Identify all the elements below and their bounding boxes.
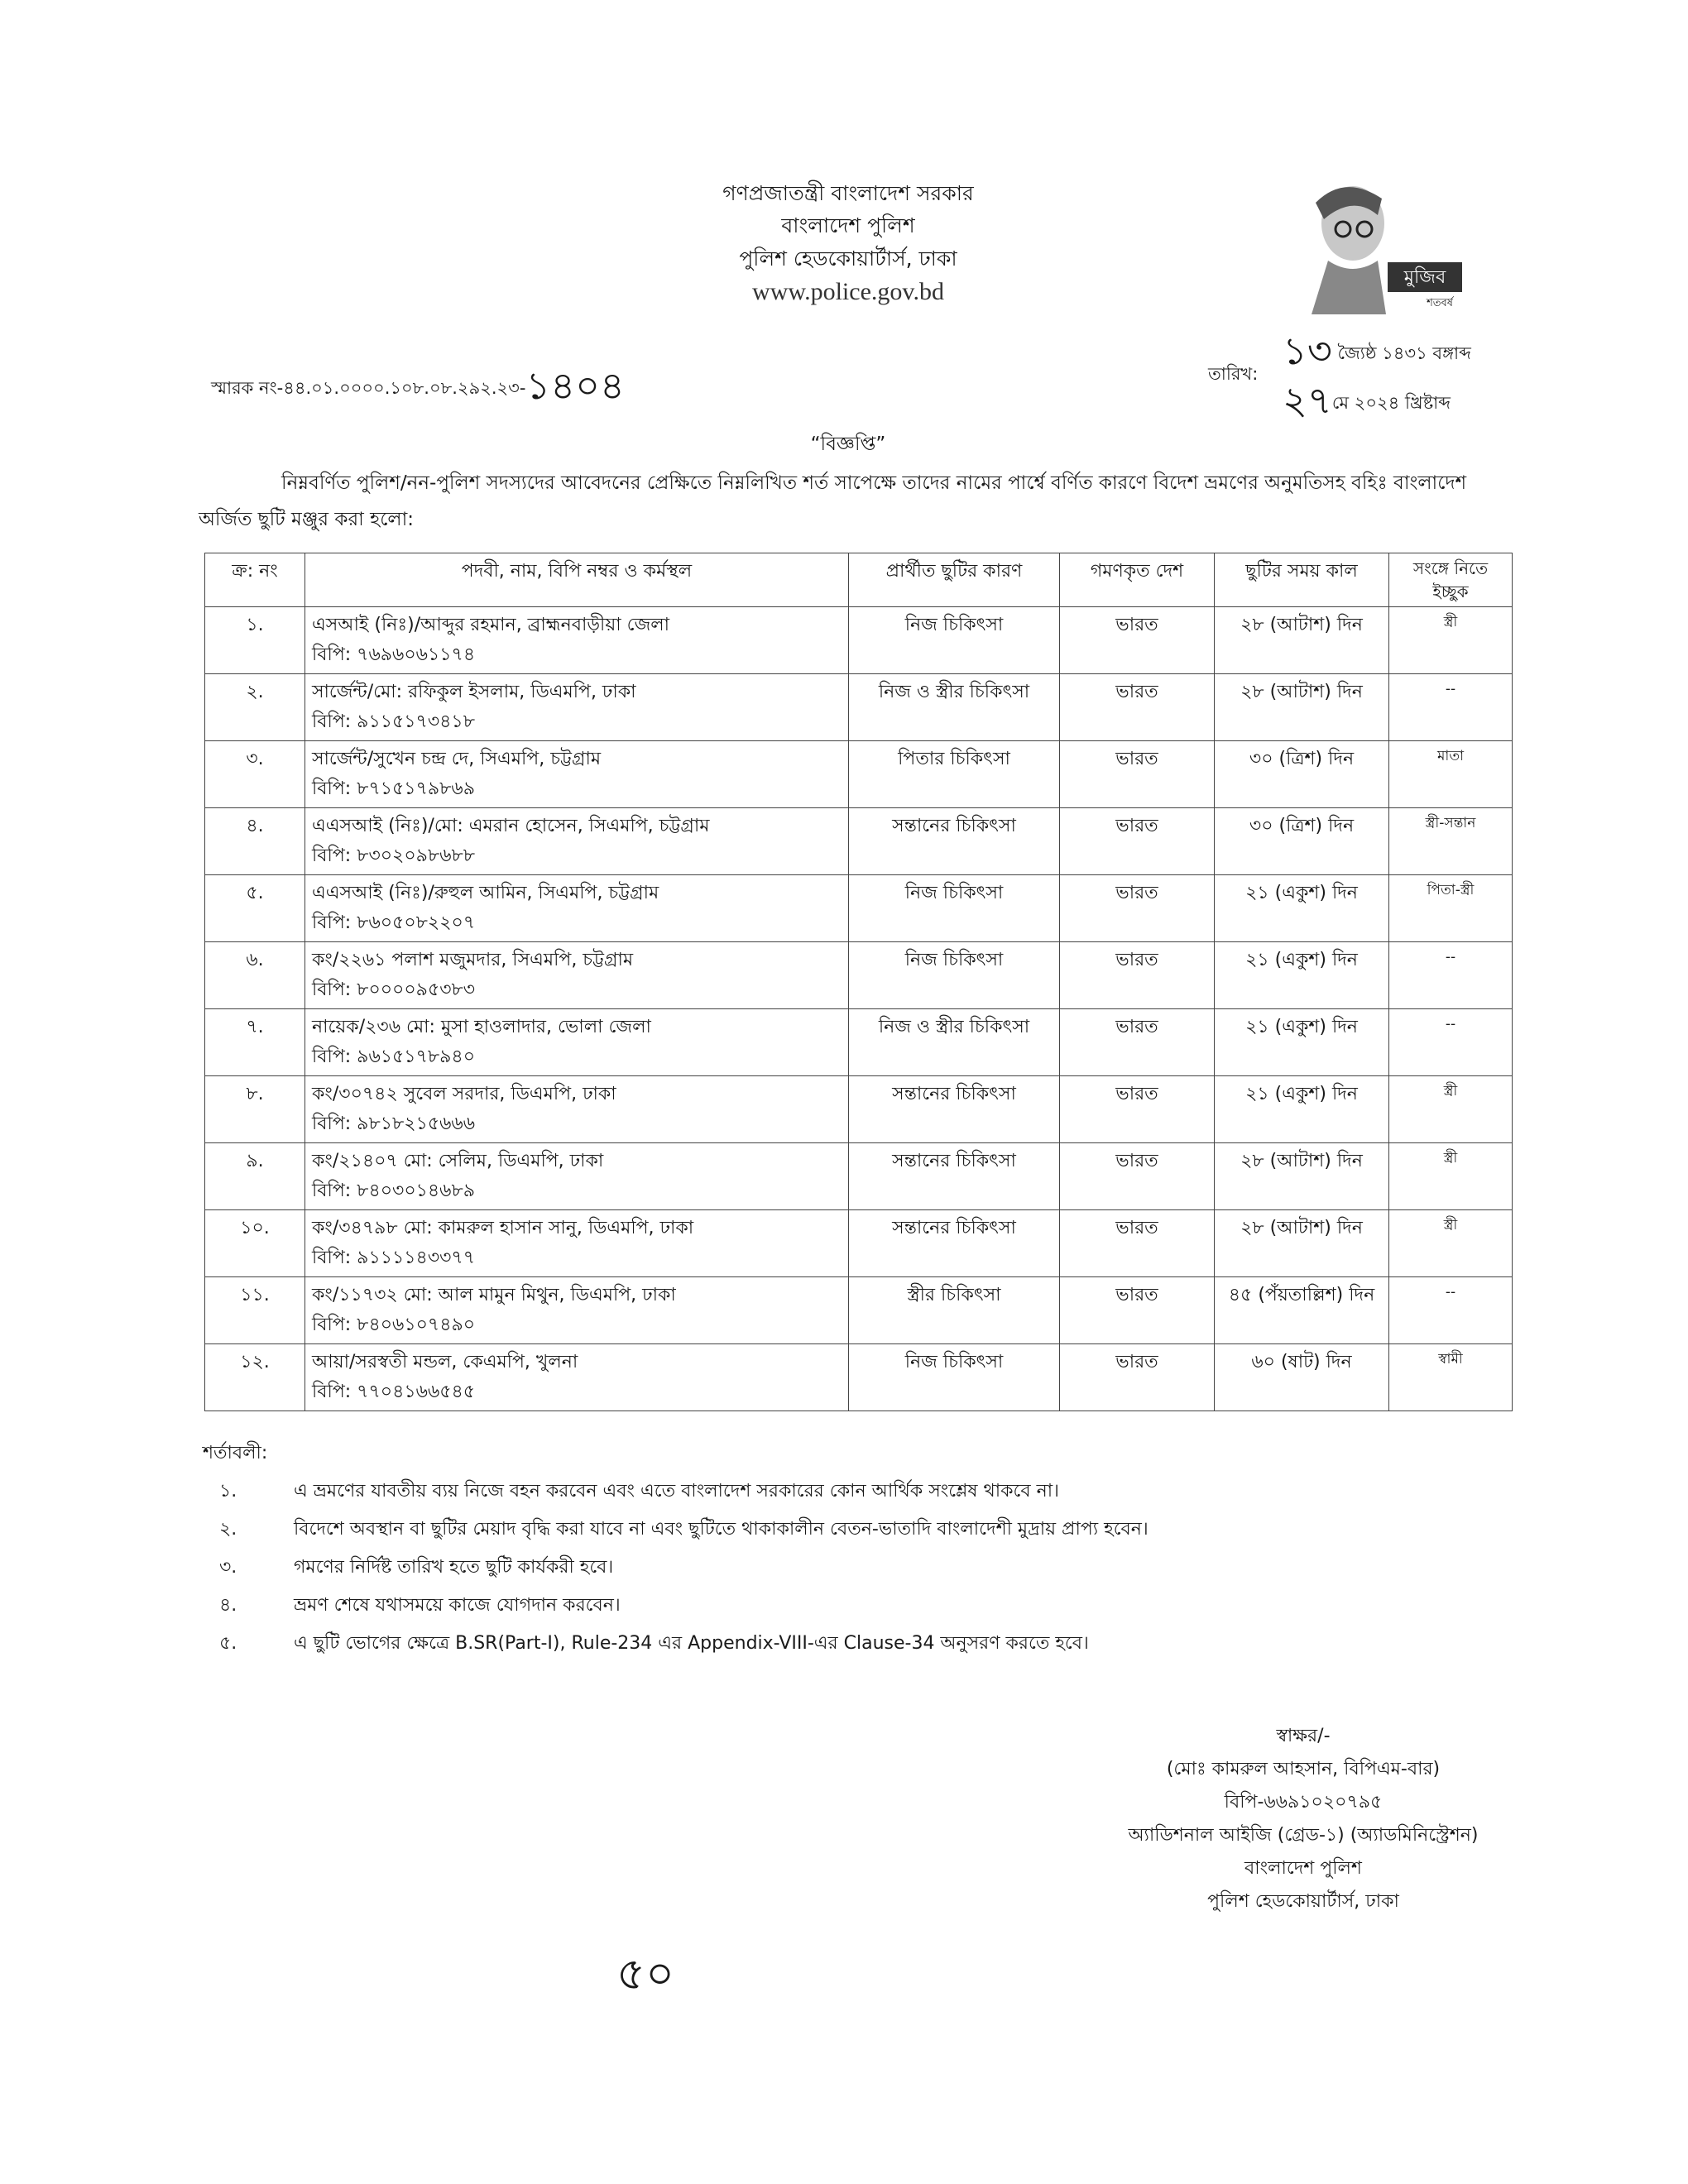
companion-cell: মাতা (1389, 741, 1513, 808)
member-bp: বিপি: ৮৪০৬১০৭৪৯০ (312, 1315, 476, 1335)
serial-cell: ৮. (205, 1076, 305, 1143)
condition-item (199, 1592, 1523, 1620)
country-cell: ভারত (1060, 1210, 1215, 1277)
member-name: সার্জেন্ট/সুখেন চন্দ্র দে, সিএমপি, চট্টগ্রাম (312, 749, 602, 769)
companion-cell: স্ত্রী (1389, 1210, 1513, 1277)
col-country: গমণকৃত দেশ (1060, 553, 1215, 607)
country-cell: ভারত (1060, 942, 1215, 1009)
table-row (205, 741, 1513, 808)
table-row (205, 1076, 1513, 1143)
member-name: কং/২২৬১ পলাশ মজুমদার, সিএমপি, চট্টগ্রাম (312, 950, 634, 970)
signatory-office: পুলিশ হেডকোয়ার্টার্স, ঢাকা (1207, 1891, 1399, 1912)
duration-cell: ৩০ (ত্রিশ) দিন (1215, 741, 1389, 808)
duration-cell: ২৮ (আটাশ) দিন (1215, 1210, 1389, 1277)
member-bp: বিপি: ৮৭১৫১৭৯৮৬৯ (312, 778, 476, 799)
reason-cell: নিজ ও স্ত্রীর চিকিৎসা (849, 1009, 1060, 1076)
member-cell (305, 1210, 849, 1277)
member-bp: বিপি: ৯৬১৫১৭৮৯৪০ (312, 1046, 476, 1067)
member-bp: বিপি: ৯৮১৮২১৫৬৬৬ (312, 1114, 476, 1134)
table-row (205, 1344, 1513, 1411)
condition-item (199, 1516, 1523, 1544)
member-cell (305, 875, 849, 942)
condition-number: ৪. (219, 1595, 237, 1616)
member-cell (305, 607, 849, 674)
intro-paragraph: নিম্নবর্ণিত পুলিশ/নন-পুলিশ সদস্যদের আবেদনের প্রেক্ষিতে নিম্নলিখিত শর্ত সাপেক্ষে তাদের নামের পার্শ্বে বর্ণিত কারণে বিদেশ ভ্রমণের অনুমতিসহ বহিঃ বাংলাদেশ অর্জিত ছুটি মঞ্জুর করা হলো: (199, 472, 1467, 530)
reason-cell: সন্তানের চিকিৎসা (849, 808, 1060, 875)
signed-mark: স্বাক্ষর/- (1276, 1726, 1331, 1746)
condition-number: ৩. (219, 1557, 237, 1578)
table-row (205, 1009, 1513, 1076)
member-bp: বিপি: ৮৬০৫০৮২২০৭ (312, 912, 476, 933)
reason-cell: সন্তানের চিকিৎসা (849, 1210, 1060, 1277)
member-cell (305, 741, 849, 808)
col-serial: ক্র: নং (205, 553, 305, 607)
duration-cell: ৬০ (ষাট) দিন (1215, 1344, 1389, 1411)
memo-number (211, 357, 625, 420)
member-bp: বিপি: ৯১১১১৪৩৩৭৭ (312, 1248, 476, 1268)
condition-item (199, 1630, 1523, 1658)
member-cell (305, 808, 849, 875)
country-cell: ভারত (1060, 1277, 1215, 1344)
country-cell: ভারত (1060, 875, 1215, 942)
duration-cell: ২১ (একুশ) দিন (1215, 942, 1389, 1009)
country-cell: ভারত (1060, 1344, 1215, 1411)
serial-cell: ৪. (205, 808, 305, 875)
serial-cell: ৫. (205, 875, 305, 942)
member-bp: বিপি: ৮৩০২০৯৮৬৮৮ (312, 845, 476, 866)
signatory-designation: অ্যাডিশনাল আইজি (গ্রেড-১) (অ্যাডমিনিস্ট্রেশন) (1128, 1825, 1479, 1846)
govt-name: গণপ্রজাতন্ত্রী বাংলাদেশ সরকার (722, 181, 974, 205)
reason-cell: স্ত্রীর চিকিৎসা (849, 1277, 1060, 1344)
leave-table (204, 553, 1513, 1411)
office-name: পুলিশ হেডকোয়ার্টার্স, ঢাকা (739, 247, 957, 271)
condition-text: ভ্রমণ শেষে যথাসময়ে কাজে যোগদান করবেন। (294, 1595, 621, 1616)
duration-cell: ২১ (একুশ) দিন (1215, 1009, 1389, 1076)
reason-cell: পিতার চিকিৎসা (849, 741, 1060, 808)
col-reason: প্রার্থীত ছুটির কারণ (849, 553, 1060, 607)
serial-cell: ৬. (205, 942, 305, 1009)
member-name: এএসআই (নিঃ)/মো: এমরান হোসেন, সিএমপি, চট্টগ্রাম (312, 816, 710, 836)
serial-cell: ১০. (205, 1210, 305, 1277)
member-bp: বিপি: ৭৬৯৬০৬১১৭৪ (312, 644, 476, 665)
member-name: এসআই (নিঃ)/আব্দুর রহমান, ব্রাহ্মনবাড়ীয়া জেলা (312, 615, 670, 635)
svg-text:মুজিব: মুজিব (1403, 267, 1446, 288)
condition-number: ২. (219, 1519, 237, 1540)
member-cell (305, 674, 849, 741)
serial-cell: ৭. (205, 1009, 305, 1076)
memo-prefix: স্মারক নং-৪৪.০১.০০০০.১০৮.০৮.২৯২.২৩- (211, 378, 526, 398)
member-name: সার্জেন্ট/মো: রফিকুল ইসলাম, ডিএমপি, ঢাকা (312, 682, 636, 702)
condition-number: ১. (219, 1481, 237, 1502)
serial-cell: ১২. (205, 1344, 305, 1411)
duration-cell: ৩০ (ত্রিশ) দিন (1215, 808, 1389, 875)
duration-cell: ২৮ (আটাশ) দিন (1215, 1143, 1389, 1210)
companion-cell: স্ত্রী (1389, 1076, 1513, 1143)
table-row (205, 942, 1513, 1009)
country-cell: ভারত (1060, 674, 1215, 741)
condition-text: গমণের নির্দিষ্ট তারিখ হতে ছুটি কার্যকরী হবে। (294, 1557, 614, 1578)
serial-cell: ১. (205, 607, 305, 674)
member-cell (305, 942, 849, 1009)
table-row (205, 1277, 1513, 1344)
bangla-day: ১৩ (1283, 328, 1332, 373)
country-cell: ভারত (1060, 808, 1215, 875)
reason-cell: সন্তানের চিকিৎসা (849, 1076, 1060, 1143)
table-row (205, 875, 1513, 942)
condition-text: এ ভ্রমণের যাবতীয় ব্যয় নিজে বহন করবেন এবং এতে বাংলাদেশ সরকারের কোন আর্থিক সংশ্লেষ থাকবে না। (294, 1481, 1059, 1502)
member-name: নায়েক/২৩৬ মো: মুসা হাওলাদার, ভোলা জেলা (312, 1017, 651, 1037)
member-cell (305, 1009, 849, 1076)
duration-cell: ২৮ (আটাশ) দিন (1215, 607, 1389, 674)
reason-cell: নিজ চিকিৎসা (849, 942, 1060, 1009)
condition-text: এ ছুটি ভোগের ক্ষেত্রে B.SR(Part-I), Rule-234 এর Appendix-VIII-এর Clause-34 অনুসরণ করতে হবে। (294, 1633, 1089, 1654)
condition-item (199, 1478, 1523, 1506)
signatory-bp: বিপি-৬৬৯১০২০৭৯৫ (1224, 1792, 1383, 1813)
table-row (205, 1143, 1513, 1210)
table-row (205, 674, 1513, 741)
member-cell (305, 1076, 849, 1143)
serial-cell: ৯. (205, 1143, 305, 1210)
condition-number: ৫. (219, 1633, 237, 1654)
member-cell (305, 1143, 849, 1210)
member-name: কং/৩০৭৪২ সুবেল সরদার, ডিএমপি, ঢাকা (312, 1084, 616, 1104)
member-name: আয়া/সরস্বতী মন্ডল, কেএমপি, খুলনা (312, 1352, 578, 1372)
reason-cell: নিজ ও স্ত্রীর চিকিৎসা (849, 674, 1060, 741)
companion-cell: -- (1389, 674, 1513, 741)
serial-cell: ৩. (205, 741, 305, 808)
duration-cell: ৪৫ (পঁয়তাল্লিশ) দিন (1215, 1277, 1389, 1344)
dept-name: বাংলাদেশ পুলিশ (781, 213, 915, 237)
member-bp: বিপি: ৮০০০০৯৫৩৮৩ (312, 979, 476, 1000)
reason-cell: নিজ চিকিৎসা (849, 607, 1060, 674)
companion-cell: স্বামী (1389, 1344, 1513, 1411)
conditions-heading: শর্তাবলী: (203, 1443, 268, 1463)
member-name: এএসআই (নিঃ)/রুহুল আমিন, সিএমপি, চট্টগ্রাম (312, 883, 659, 903)
country-cell: ভারত (1060, 741, 1215, 808)
companion-cell: স্ত্রী (1389, 1143, 1513, 1210)
condition-item (199, 1554, 1523, 1582)
member-name: কং/২১৪০৭ মো: সেলিম, ডিএমপি, ঢাকা (312, 1151, 604, 1171)
member-bp: বিপি: ৮৪০৩০১৪৬৮৯ (312, 1181, 476, 1201)
website: www.police.gov.bd (752, 278, 944, 305)
signature-block (1055, 1724, 1551, 1914)
table-header (205, 553, 1513, 607)
notice-title: “বিজ্ঞপ্তি” (810, 433, 886, 455)
table-row (205, 808, 1513, 875)
serial-cell: ২. (205, 674, 305, 741)
handwritten-initials: ৫০ (616, 1947, 675, 2000)
bangla-date: জ্যৈষ্ঠ ১৪৩১ বঙ্গাব্দ (1337, 343, 1471, 363)
companion-cell: স্ত্রী (1389, 607, 1513, 674)
conditions-list (199, 1478, 1523, 1658)
table-row (205, 1210, 1513, 1277)
companion-cell: -- (1389, 1009, 1513, 1076)
country-cell: ভারত (1060, 1143, 1215, 1210)
country-cell: ভারত (1060, 607, 1215, 674)
svg-text:শতবর্ষ: শতবর্ষ (1427, 297, 1453, 309)
notice-body (199, 430, 1523, 2000)
signatory-org: বাংলাদেশ পুলিশ (1244, 1858, 1362, 1879)
serial-cell: ১১. (205, 1277, 305, 1344)
memo-handwritten-number: ১৪০৪ (525, 363, 625, 408)
country-cell: ভারত (1060, 1076, 1215, 1143)
duration-cell: ২১ (একুশ) দিন (1215, 875, 1389, 942)
companion-cell: -- (1389, 942, 1513, 1009)
member-bp: বিপি: ৯১১৫১৭৩৪১৮ (312, 711, 475, 732)
reason-cell: নিজ চিকিৎসা (849, 875, 1060, 942)
english-day: ২৭ (1283, 378, 1332, 423)
member-bp: বিপি: ৭৭০৪১৬৬৫৪৫ (312, 1382, 476, 1402)
signatory-name: (মোঃ কামরুল আহসান, বিপিএম-বার) (1166, 1759, 1441, 1779)
col-name: পদবী, নাম, বিপি নম্বর ও কর্মস্থল (305, 553, 849, 607)
member-cell (305, 1344, 849, 1411)
date-label: তারিখ: (1208, 364, 1259, 384)
date-block (1208, 328, 1671, 427)
duration-cell: ২১ (একুশ) দিন (1215, 1076, 1389, 1143)
condition-text: বিদেশে অবস্থান বা ছুটির মেয়াদ বৃদ্ধি করা যাবে না এবং ছুটিতে থাকাকালীন বেতন-ভাতাদি বাংলাদেশী মুদ্রায় প্রাপ্য হবেন। (294, 1519, 1149, 1540)
country-cell: ভারত (1060, 1009, 1215, 1076)
companion-cell: স্ত্রী-সন্তান (1389, 808, 1513, 875)
mujib-borsho-logo (1295, 178, 1469, 314)
companion-cell: পিতা-স্ত্রী (1389, 875, 1513, 942)
reason-cell: সন্তানের চিকিৎসা (849, 1143, 1060, 1210)
col-companion: সংঙ্গে নিতে ইচ্ছুক (1389, 553, 1513, 607)
english-date: মে ২০২৪ খ্রিষ্টাব্দ (1331, 393, 1451, 413)
member-name: কং/১১৭৩২ মো: আল মামুন মিথুন, ডিএমপি, ঢাকা (312, 1285, 676, 1305)
reason-cell: নিজ চিকিৎসা (849, 1344, 1060, 1411)
col-duration: ছুটির সময় কাল (1215, 553, 1389, 607)
member-name: কং/৩৪৭৯৮ মো: কামরুল হাসান সানু, ডিএমপি, ঢাকা (312, 1218, 694, 1238)
companion-cell: -- (1389, 1277, 1513, 1344)
member-cell (305, 1277, 849, 1344)
duration-cell: ২৮ (আটাশ) দিন (1215, 674, 1389, 741)
table-row (205, 607, 1513, 674)
